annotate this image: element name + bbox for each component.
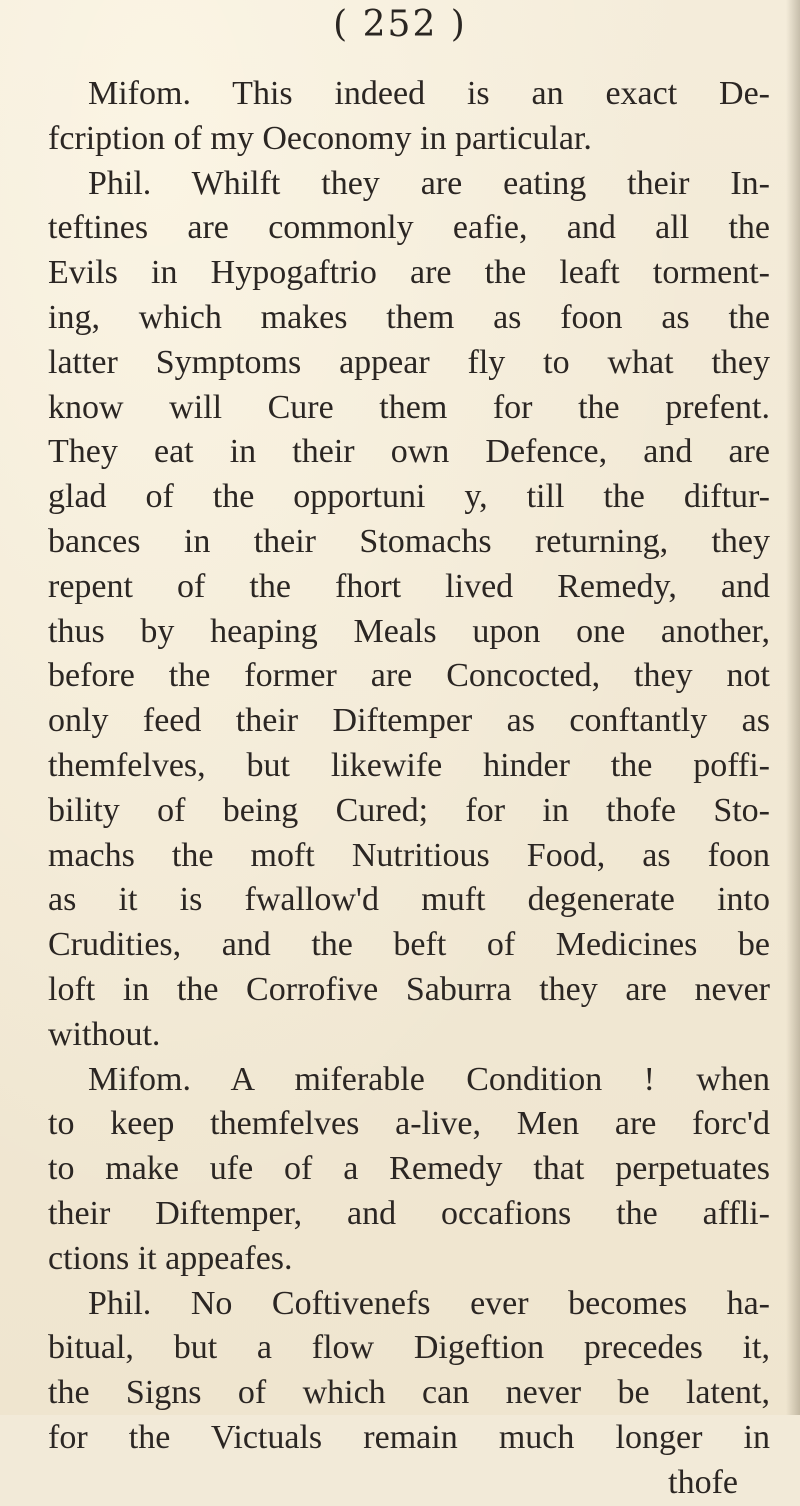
text-line: fcription of my Oeconomy in particular. [48,119,592,157]
text-line: teftines are commonly eafie, and all the [48,209,770,247]
text-line: before the former are Concocted, they not [48,657,770,695]
text-line: know will Cure them for the prefent. [48,388,770,426]
text-line: thofe [668,1463,738,1501]
text-line: Phil. No Coftivenefs ever becomes ha- [88,1284,770,1322]
text-line: Mifom. A miferable Condition ! when [88,1060,770,1098]
text-line: They eat in their own Defence, and are [48,433,770,471]
text-line: ing, which makes them as foon as the [48,298,770,336]
text-line: bility of being Cured; for in thofe Sto- [48,791,770,829]
text-line: without. [48,1015,161,1053]
text-line: thus by heaping Meals upon one another, [48,612,770,650]
text-line: bances in their Stomachs returning, they [48,522,770,560]
text-line: bitual, but a flow Digeftion precedes it, [48,1329,770,1367]
text-line: for the Victuals remain much longer in [48,1418,770,1456]
page-edge-shadow [786,0,800,1415]
text-line: repent of the fhort lived Remedy, and [48,567,770,605]
text-line: themfelves, but likewife hinder the poffi- [48,746,770,784]
text-line: Mifom. This indeed is an exact De- [88,75,770,112]
text-line: their Diftemper, and occafions the affli- [48,1194,770,1232]
text-line: loft in the Corrofive Saburra they are never [48,970,770,1008]
text-line: glad of the opportuni y, till the diftur- [48,478,770,516]
text-line: the Signs of which can never be latent, [48,1374,770,1412]
text-line: to make ufe of a Remedy that perpetuates [48,1150,770,1188]
text-line: to keep themfelves a-live, Men are forc'd [48,1105,770,1143]
page-number: ( 252 ) [333,4,467,45]
text-line: Phil. Whilft they are eating their In- [88,164,770,202]
text-line: ctions it appeafes. [48,1239,293,1277]
text-line: as it is fwallow'd muft degenerate into [48,881,770,919]
text-line: machs the moft Nutritious Food, as foon [48,836,770,874]
text-line: Evils in Hypogaftrio are the leaft torment- [48,254,770,292]
text-line: Crudities, and the beft of Medicines be [48,926,770,964]
text-line: latter Symptoms appear fly to what they [48,343,770,381]
body-text [48,72,770,1506]
text-line: only feed their Diftemper as conftantly as [48,702,770,740]
